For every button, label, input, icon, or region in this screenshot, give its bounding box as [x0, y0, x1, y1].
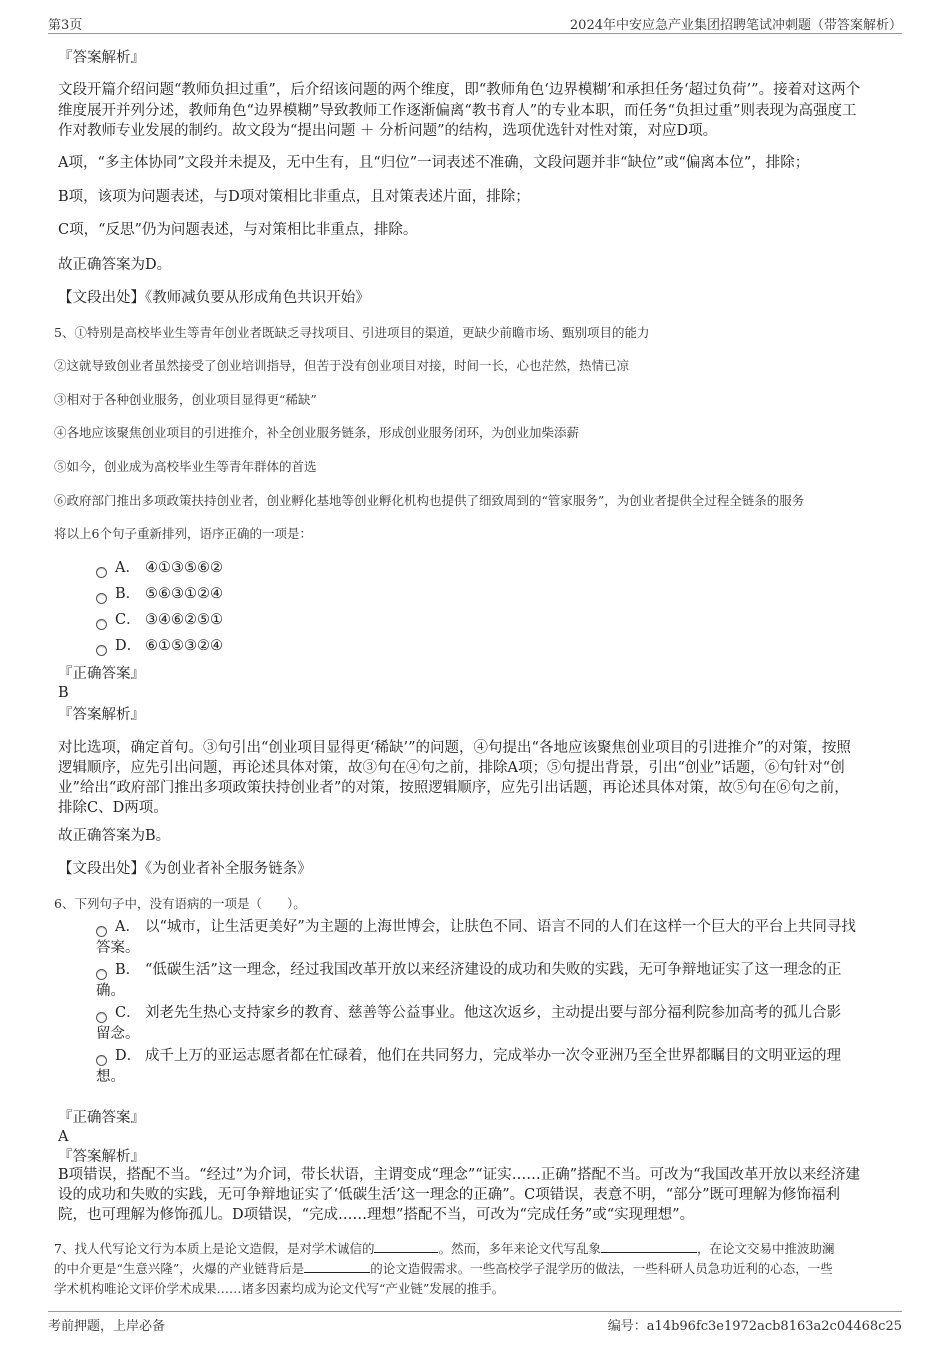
q5-option-b-radio[interactable]	[96, 593, 107, 604]
q7-blank-1[interactable]	[374, 1239, 438, 1253]
q5-option-c-text: ③④⑥②⑤①	[145, 612, 223, 628]
q6-option-a-text: 答案。	[96, 940, 140, 956]
q5-analysis-label: 『答案解析』	[58, 707, 145, 723]
q5-analysis-line: 对比选项，确定首句。③句引出“创业项目显得更‘稀缺’”的问题，④句提出“各地应该聚焦创业项目的引进推介”的对策，按照	[58, 740, 851, 756]
q5-sentence: ②这就导致创业者虽然接受了创业培训指导，但苦于没有创业项目对接，时间一长，心也茫然，热情已凉	[54, 358, 630, 373]
q5-conclusion: 故正确答案为B。	[58, 828, 171, 844]
q6-option-d-letter: D．	[115, 1048, 142, 1064]
q5-option-d-text: ⑥①⑤③②④	[145, 638, 223, 654]
q4-option-c-analysis: C项，“反思”仍为问题表述，与对策相比非重点，排除。	[58, 222, 418, 238]
q6-option-d-radio[interactable]	[96, 1055, 107, 1066]
q5-option-b-letter: B．	[115, 586, 141, 602]
q6-option-b-radio[interactable]	[96, 969, 107, 980]
q5-analysis-line: 业”给出“政府部门推出多项政策扶持创业者”的对策，按照逻辑顺序，应先引出话题，再论述具体对策，故⑤句在⑥句之前，	[58, 780, 849, 796]
q5-option-d-letter: D．	[115, 638, 142, 654]
q6-option-b-text: “低碳生活”这一理念，经过我国改革开放以来经济建设的成功和失败的实践，无可争辩地证实了这一理念的正	[145, 962, 842, 978]
q6-option-c-text: 刘老先生热心支持家乡的教育、慈善等公益事业。他这次返乡，主动提出要与部分福利院参加高考的孤儿合影	[145, 1005, 841, 1021]
q7-text: 的中介更是“生意兴隆”，火爆的产业链背后是	[54, 1261, 305, 1276]
q6-answer: A	[58, 1129, 69, 1145]
document-id: 编号：a14b96fc3e1972acb8163a2c04468c25	[607, 1319, 902, 1334]
q5-answer: B	[58, 685, 69, 701]
q6-option-c-text: 留念。	[96, 1026, 140, 1042]
q5-option-a-text: ④①③⑤⑥②	[145, 560, 223, 576]
q5-option-a-radio[interactable]	[96, 567, 107, 578]
q6-option-d-text: 想。	[96, 1069, 125, 1085]
footer-slogan: 考前押题，上岸必备	[48, 1319, 166, 1334]
q5-option-a-letter: A．	[115, 560, 140, 576]
q5-option-c-radio[interactable]	[96, 619, 107, 630]
q7-blank-3[interactable]	[304, 1259, 370, 1273]
q6-analysis-line: B项错误，搭配不当。“经过”为介词，带长状语，主谓变成“理念”“证实……正确”搭配不当。可改为“我国改革开放以来经济建	[58, 1167, 861, 1183]
q4-option-b-analysis: B项，该项为问题表述，与D项对策相比非重点，且对策表述片面，排除；	[58, 189, 530, 205]
q5-sentence: ⑤如今，创业成为高校毕业生等青年群体的首选	[54, 459, 317, 474]
q4-analysis-line: 作对教师专业发展的制约。故文段为“提出问题 ＋ 分析问题”的结构，选项优选针对性对策，对应D项。	[58, 123, 718, 139]
q5-sentence: 5、①特别是高校毕业生等青年创业者既缺乏寻找项目、引进项目的渠道，更缺少前瞻市场、甄别项目的能力	[54, 325, 650, 340]
footer-divider	[48, 1311, 902, 1312]
q6-option-a-radio[interactable]	[96, 926, 107, 937]
q4-analysis-line: 文段开篇介绍问题“教师负担过重”，后介绍该问题的两个维度，即“教师角色‘边界模糊’和承担任务‘超过负荷’”。接着对这两个	[58, 82, 861, 98]
header-divider	[48, 33, 902, 34]
q4-analysis-label: 『答案解析』	[58, 50, 145, 66]
q5-option-b-text: ⑤⑥③①②④	[145, 586, 223, 602]
page-number: 第3页	[48, 18, 83, 33]
q5-answer-label: 『正确答案』	[58, 666, 145, 682]
q5-source: 【文段出处】《为创业者补全服务链条》	[58, 861, 312, 877]
q6-analysis-label: 『答案解析』	[58, 1149, 145, 1165]
q6-answer-label: 『正确答案』	[58, 1110, 145, 1126]
document-title: 2024年中安应急产业集团招聘笔试冲刺题（带答案解析）	[569, 18, 902, 33]
q5-option-c-letter: C．	[115, 612, 141, 628]
q7-line: 学术机构唯论文评价学术成果……诸多因素均成为论文代写“产业链”发展的推手。	[54, 1281, 505, 1296]
q5-sentence: ⑥政府部门推出多项政策扶持创业者，创业孵化基地等创业孵化机构也提供了细致周到的“管家服务”，为创业者提供全过程全链条的服务	[54, 493, 805, 508]
q5-analysis-line: 逻辑顺序，应先引出问题，再论述具体对策，故③句在④句之前，排除A项；⑤句提出背景，引出“创业”话题，⑥句针对“创	[58, 760, 845, 776]
q7-line	[54, 1258, 833, 1279]
q4-option-a-analysis: A项，“多主体协同”文段并未提及，无中生有，且“归位”一词表述不准确，文段问题并非“缺位”或“偏离本位”，排除；	[58, 155, 810, 171]
q6-analysis-line: 院，也可理解为修饰孤儿。D项错误，“完成……理想”搭配不当，可改为“完成任务”或“实现理想”。	[58, 1207, 695, 1223]
q5-option-d-radio[interactable]	[96, 645, 107, 656]
q6-option-c-letter: C．	[115, 1005, 141, 1021]
q7-text: 的论文造假需求。一些高校学子混学历的做法，一些科研人员急功近利的心态，一些	[370, 1261, 833, 1276]
q5-sentence: ③相对于各种创业服务，创业项目显得更“稀缺”	[54, 392, 317, 407]
q5-prompt: 将以上6个句子重新排列，语序正确的一项是：	[54, 526, 312, 541]
q7-text: ，在论文交易中推波助澜	[696, 1241, 835, 1256]
q6-stem: 6、下列句子中，没有语病的一项是（ ）。	[54, 896, 306, 911]
q6-option-d-text: 成千上万的亚运志愿者都在忙碌着，他们在共同努力，完成举办一次令亚洲乃至全世界都瞩目的文明亚运的理	[145, 1048, 841, 1064]
q6-option-b-text: 确。	[96, 983, 125, 999]
q7-line	[54, 1238, 835, 1259]
q5-sentence: ④各地应该聚焦创业项目的引进推介，补全创业服务链条，形成创业服务闭环，为创业加柴添薪	[54, 425, 580, 440]
q4-conclusion: 故正确答案为D。	[58, 257, 172, 273]
q6-option-a-text: 以“城市，让生活更美好”为主题的上海世博会，让肤色不同、语言不同的人们在这样一个巨大的平台上共同寻找	[145, 919, 856, 935]
q5-analysis-line: 排除C、D两项。	[58, 800, 168, 816]
q7-text: 。然而，多年来论文代写乱象	[438, 1241, 601, 1256]
q6-analysis-line: 设的成功和失败的实践，无可争辩地证实了‘低碳生活’这一理念的正确”。C项错误，表意不明，“部分”既可理解为修饰福利	[58, 1187, 841, 1203]
q7-blank-2[interactable]	[601, 1239, 697, 1253]
q4-source: 【文段出处】《教师减负要从形成角色共识开始》	[58, 290, 370, 306]
q6-option-c-radio[interactable]	[96, 1012, 107, 1023]
q4-analysis-line: 维度展开并列分述，教师角色“边界模糊”导致教师工作逐渐偏离“教书育人”的专业本职，而任务“负担过重”则表现为高强度工	[58, 103, 857, 119]
q6-option-b-letter: B．	[115, 962, 141, 978]
q7-text: 7、找人代写论文行为本质上是论文造假，是对学术诚信的	[54, 1241, 375, 1256]
q6-option-a-letter: A．	[115, 919, 140, 935]
